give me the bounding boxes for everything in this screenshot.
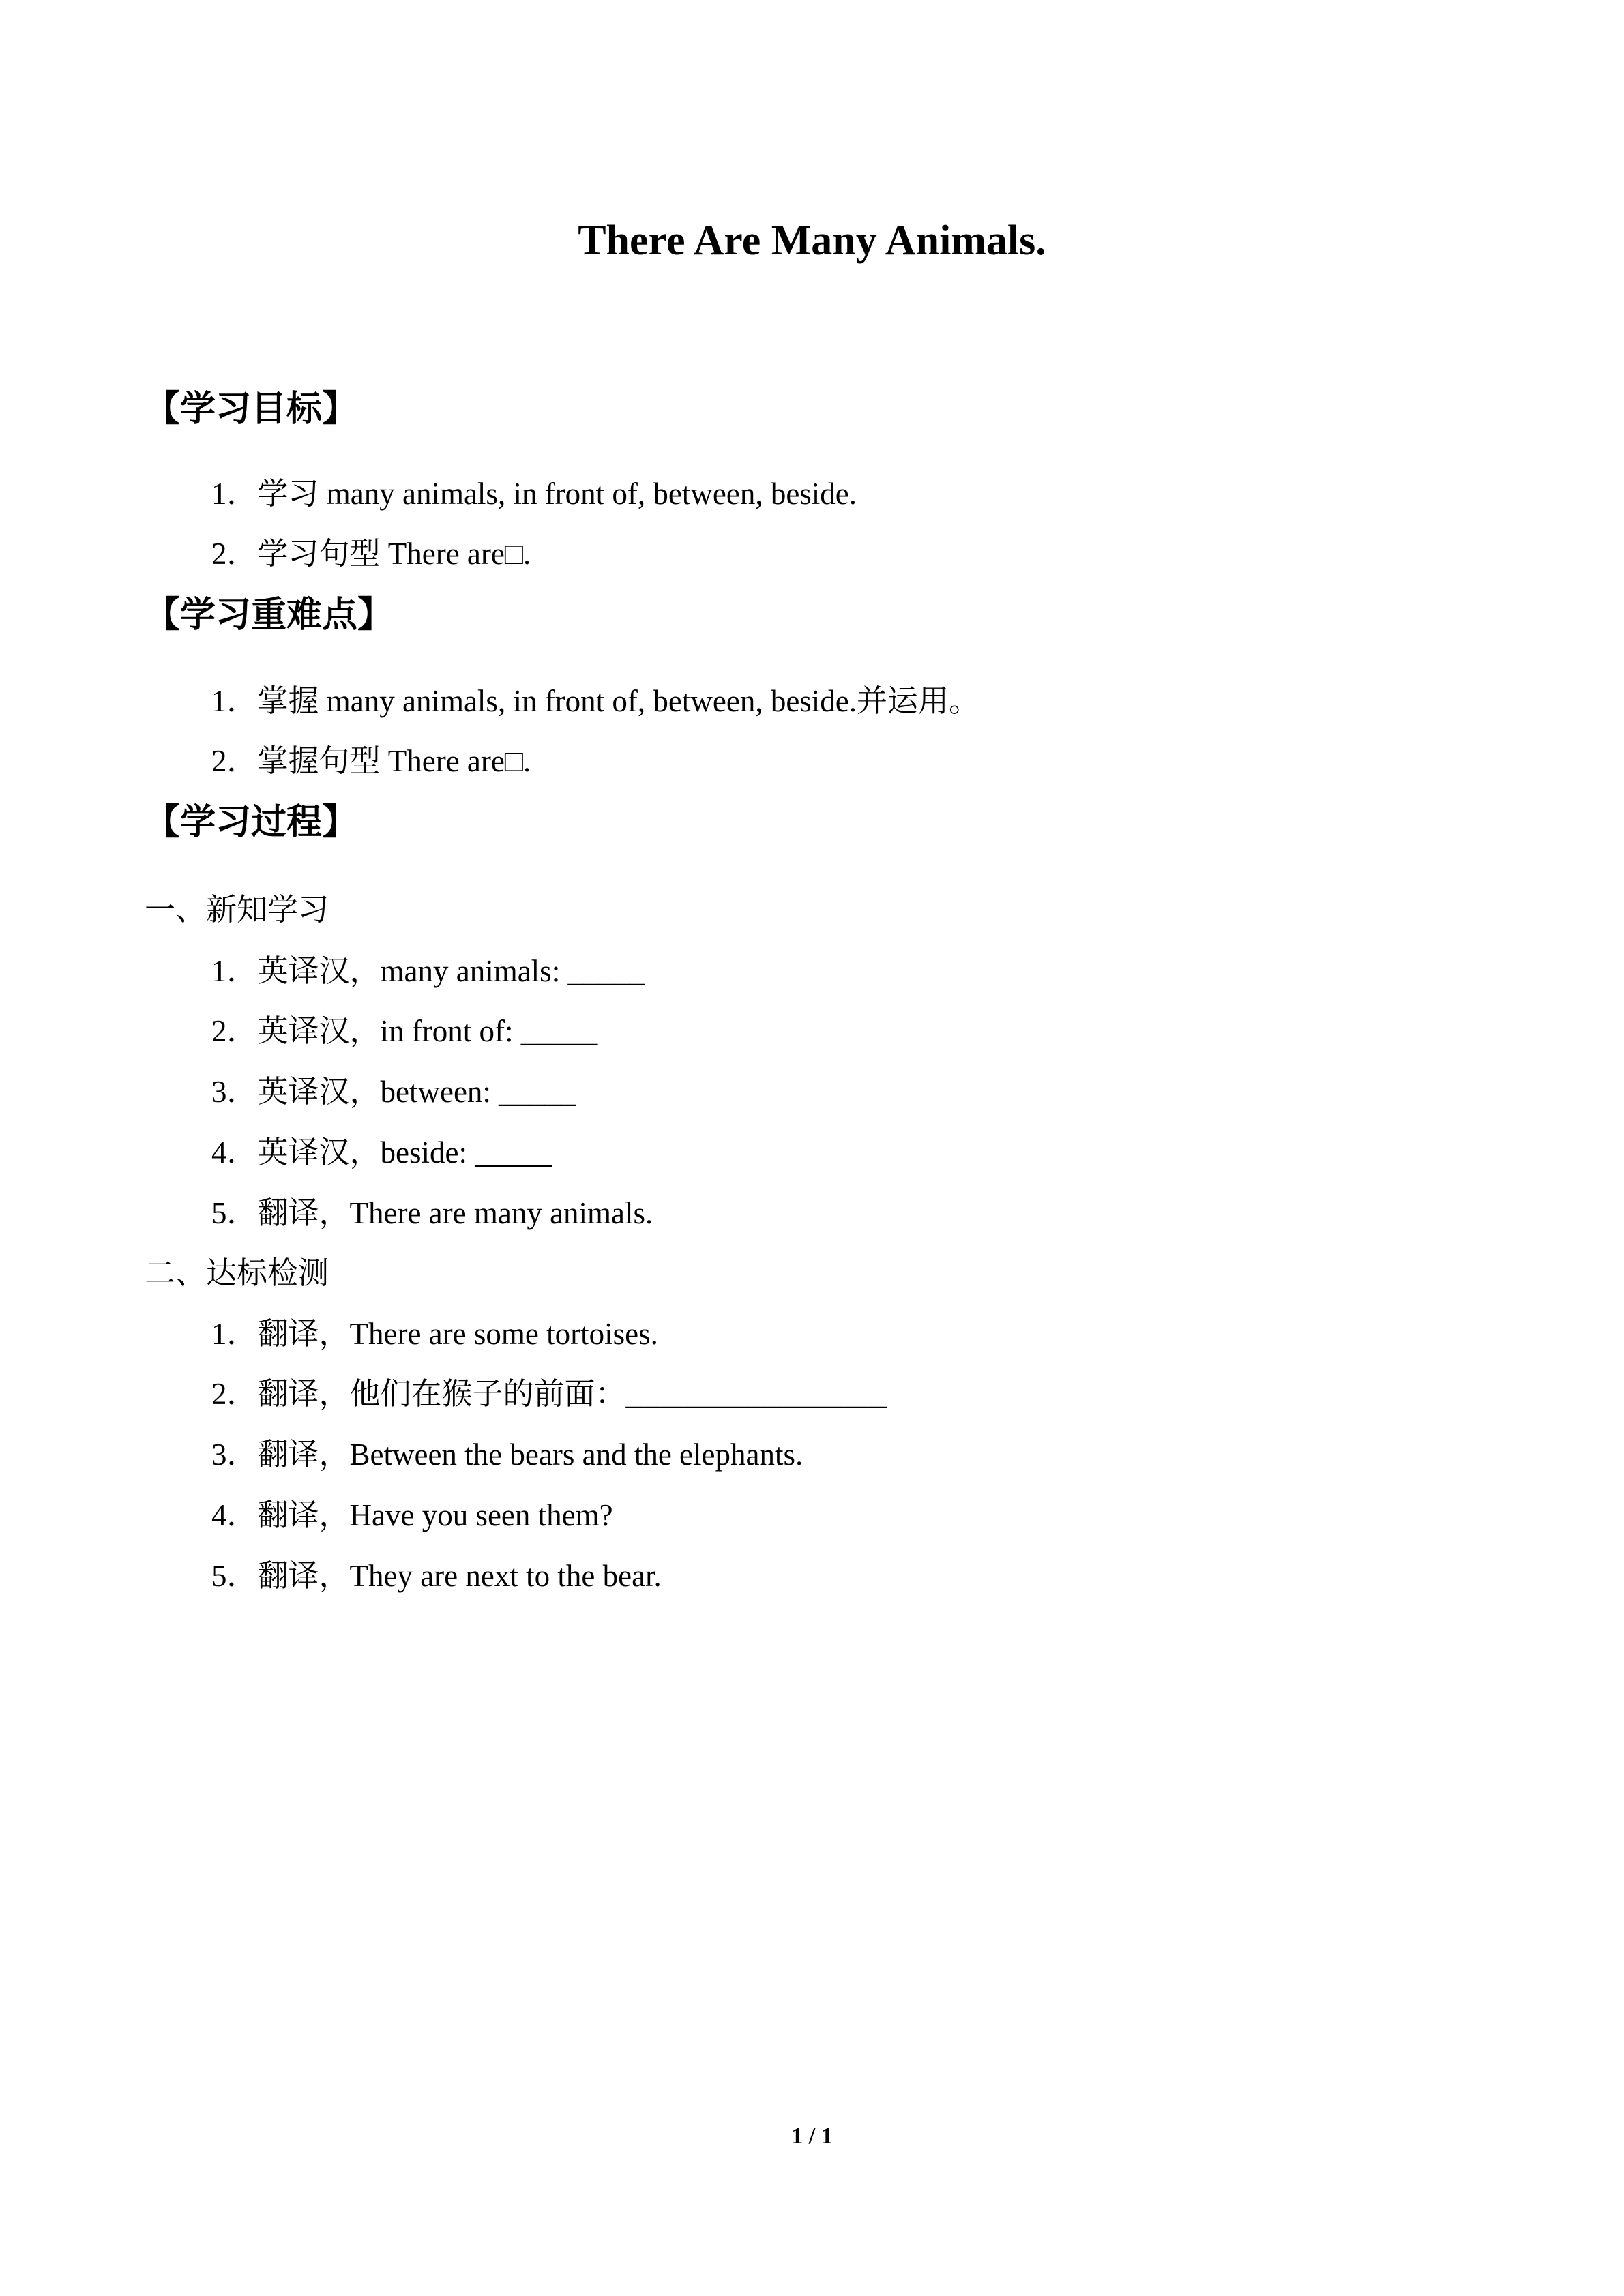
- part2-item-2: 2．翻译，他们在猴子的前面：_________________: [211, 1377, 887, 1411]
- key-point-item-1: 1．掌握 many animals, in front of, between, beside.并运用。: [211, 684, 980, 718]
- part2-item-1: 1．翻译，There are some tortoises.: [211, 1317, 658, 1351]
- part1-item-1: 1．英译汉，many animals: _____: [211, 954, 645, 988]
- page-number: 1 / 1: [791, 2123, 833, 2149]
- part2-item-4: 4．翻译，Have you seen them?: [211, 1498, 613, 1532]
- section-heading-process: 【学习过程】: [145, 802, 358, 843]
- part1-item-5: 5．翻译，There are many animals.: [211, 1196, 653, 1230]
- key-point-item-2: 2．掌握句型 There are□.: [211, 744, 531, 778]
- part2-item-3: 3．翻译，Between the bears and the elephants.: [211, 1437, 803, 1472]
- part1-label: 一、新知学习: [145, 893, 329, 927]
- section-heading-goals: 【学习目标】: [145, 389, 358, 430]
- part1-item-3: 3．英译汉，between: _____: [211, 1075, 576, 1109]
- goal-item-1: 1．学习 many animals, in front of, between, beside.: [211, 477, 857, 511]
- goal-item-2: 2．学习句型 There are□.: [211, 537, 531, 571]
- section-heading-key-points: 【学习重难点】: [145, 595, 394, 636]
- part1-item-4: 4．英译汉，beside: _____: [211, 1135, 552, 1169]
- part1-item-2: 2．英译汉，in front of: _____: [211, 1014, 598, 1048]
- document-title: There Are Many Animals.: [578, 218, 1046, 264]
- part2-label: 二、达标检测: [145, 1256, 329, 1290]
- part2-item-5: 5．翻译，They are next to the bear.: [211, 1559, 662, 1593]
